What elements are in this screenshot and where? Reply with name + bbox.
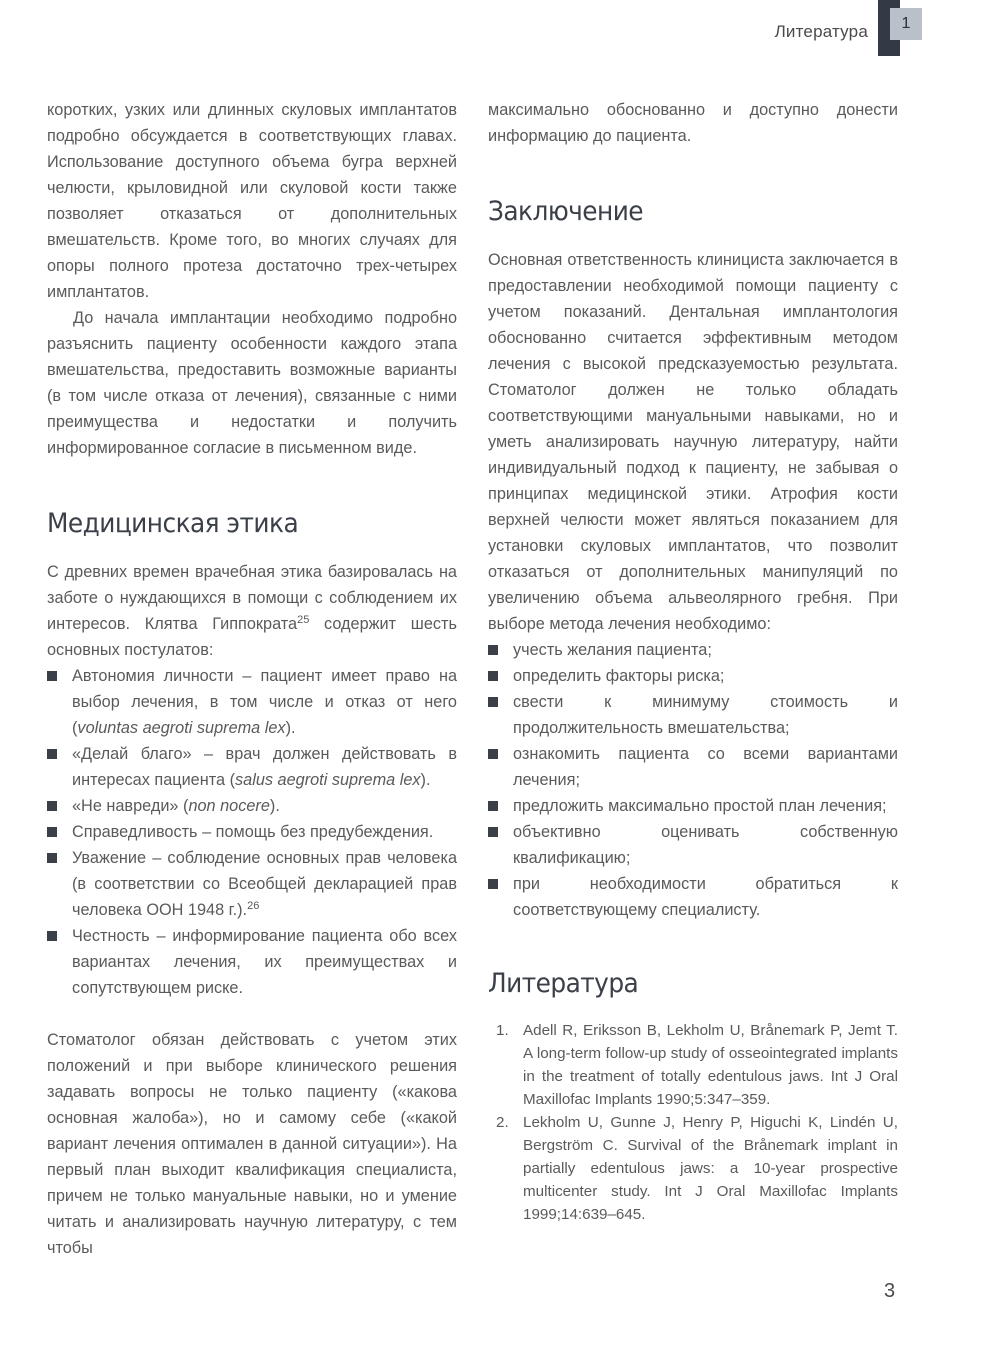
chapter-number-badge: 1 [890,8,922,40]
treatment-requirements-list [488,637,898,923]
list-item: Справедливость – помощь без предубеждения. [47,819,457,845]
list-item: предложить максимально простой план лечения; [488,793,898,819]
reference-item [488,1111,898,1226]
list-item-text: Уважение – соблюдение основных прав человека (в соответствии со Всеобщей декларацией прав человека ООН 1948 г.). [72,849,457,919]
list-item [47,663,457,741]
list-item: ознакомить пациента со всеми вариантами лечения; [488,741,898,793]
ethics-intro-text: С древних времен врачебная этика базировалась на заботе о нуждающихся в помощи с соблюдением их интересов. Клятва Гиппократа [47,563,457,633]
list-item-text: Автономия личности – пациент имеет право на выбор лечения, в том числе и отказ от него ( [72,667,457,737]
list-item: объективно оценивать собственную квалификацию; [488,819,898,871]
list-item [47,741,457,793]
reference-text: Adell R, Eriksson B, Lekholm U, Brånemark P, Jemt T. A long-term follow-up study of osseointegrated implants in the treatment of totally edentulous jaws. Int J Oral Maxillofac Implants 1990;5:347–359. [523,1022,898,1108]
left-column [47,97,457,1261]
list-item-text-end: ). [285,719,296,737]
page-number: 3 [884,1280,896,1302]
reference-item [488,1019,898,1111]
list-item-text: «Делай благо» – врач должен действовать в интересах пациента ( [72,745,457,789]
list-item: Честность – информирование пациента обо всех вариантах лечения, их преимуществах и сопутствующем риске. [47,923,457,1001]
list-item-text: «Не навреди» ( [72,797,189,815]
reference-number: 1. [496,1022,509,1039]
footnote-ref-26: 26 [247,900,260,912]
footnote-ref-25: 25 [297,614,310,626]
reference-number: 2. [496,1114,509,1131]
conclusion-heading: Заключение [488,196,644,227]
paragraph-consent: До начала имплантации необходимо подробно разъяснить пациенту особенности каждого этапа вмешательства, предоставить возможные варианты (в том числе отказа от лечения), связанные с ними преимущества и недостатки и получить информированное согласие в письменном виде. [47,309,457,457]
latin-phrase: non nocere [188,797,270,815]
right-column [488,97,898,1226]
ethics-intro [47,559,457,663]
list-item-text-end: ). [420,771,431,789]
ethics-postulates-list [47,663,457,1001]
conclusion-text: Основная ответственность клинициста заключается в предоставлении необходимой помощи пациенту с учетом показаний. Дентальная имплантология обоснованно считается эффективным методом лечения с высокой предсказуемостью результата. Стоматолог должен не только обладать соответствующими мануальными навыками, но и уметь анализировать научную литературу, найти индивидуальный подход к пациенту, не забывая о принципах медицинской этики. Атрофия кости верхней челюсти может являться показанием для установки скуловых имплантатов, что позволит отказаться от дополнительных манипуляций по увеличению объема альвеолярного гребня. При выборе метода лечения необходимо: [488,251,898,633]
list-item: при необходимости обратиться к соответствующему специалисту. [488,871,898,923]
list-item [47,845,457,923]
paragraph-dentist-duty: Стоматолог обязан действовать с учетом этих положений и при выборе клинического решения задавать вопросы не только пациенту («какова основная жалоба»), но и самому себе («какой вариант лечения оптимален в данной ситуации»). На первый план выходит квалификация специалиста, причем не только мануальные навыки, но и умение читать и анализировать научную литературу, с тем чтобы [47,1031,457,1257]
latin-phrase: salus aegroti suprema lex [235,771,421,789]
list-item [47,793,457,819]
running-header-title: Литература [774,22,868,41]
list-item: свести к минимуму стоимость и продолжительность вмешательства; [488,689,898,741]
latin-phrase: voluntas aegroti suprema lex [77,719,286,737]
references-list [488,1019,898,1226]
reference-text: Lekholm U, Gunne J, Henry P, Higuchi K, Lindén U, Bergström C. Survival of the Brånemark implant in partially edentulous jaws: a 10-year prospective multicenter study. Int J Oral Maxillofac Implants 1999;14:639–645. [523,1114,898,1223]
list-item: учесть желания пациента; [488,637,898,663]
list-item: определить факторы риска; [488,663,898,689]
paragraph-implants: коротких, узких или длинных скуловых имплантатов подробно обсуждается в соответствующих главах. Использование доступного объема бугра верхней челюсти, крыловидной или скуловой кости также позволяет отказаться от дополнительных вмешательств. Кроме того, во многих случаях для опоры полного протеза достаточно трех-четырех имплантатов. [47,101,457,301]
ethics-intro-text-end: содержит шесть основных постулатов: [47,615,457,659]
paragraph-continuation: максимально обоснованно и доступно донести информацию до пациента. [488,101,898,145]
references-heading: Литература [488,968,639,999]
ethics-heading: Медицинская этика [47,508,299,539]
list-item-text-end: ). [269,797,280,815]
